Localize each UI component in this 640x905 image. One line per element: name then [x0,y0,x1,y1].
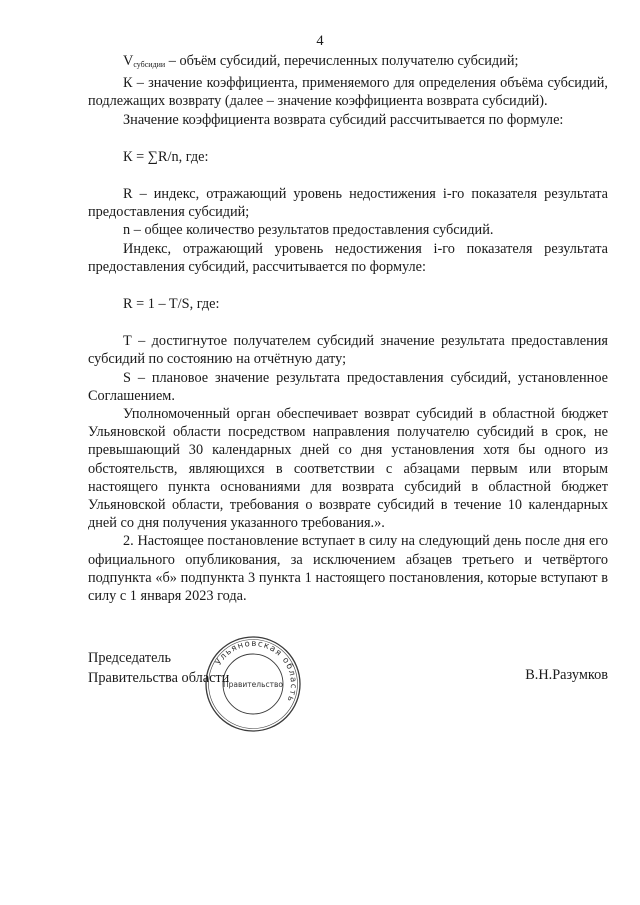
r-formula: R = 1 – T/S, где: [123,296,220,313]
r-definition: R – индекс, отражающий уровень недостижения i-го показателя результата предоставления субсидий; [88,186,608,221]
paragraph-2: 2. Настоящее постановление вступает в силу на следующий день после дня его официального опубликования, за исключением абзацев третьего и четвёртого подпункта «б» подпункта 3 пункта 1 настоящего постановления, которые вступают в силу с 1 января 2023 года. [88,533,608,605]
signatory-name: В.Н.Разумков [525,667,608,683]
page-number: 4 [316,33,324,49]
index-formula-intro: Индекс, отражающий уровень недостижения i-го показателя результата предоставления субсидий, рассчитывается по формуле: [88,240,608,275]
v-symbol: V [123,53,134,69]
k-definition: К – значение коэффициента, применяемого для определения объёма субсидий, подлежащих возврату (далее – значение коэффициента возврата субсидий). [88,75,608,110]
v-definition [88,52,608,74]
n-definition: n – общее количество результатов предоставления субсидий. [123,222,494,239]
signatory-title [88,648,229,688]
signatory-title-line-1: Председатель [88,650,172,666]
document-body [88,52,608,605]
k-formula: К = ∑R/n, где: [123,148,209,165]
v-subscript: субсидии [133,60,166,69]
v-definition-text: – объём субсидий, перечисленных получателю субсидий; [165,53,519,69]
seal-inner-text: Правительство [223,680,283,689]
signatory-title-line-2: Правительства области [88,670,230,686]
authority-paragraph: Уполномоченный орган обеспечивает возврат субсидий в областной бюджет Ульяновской области посредством направления получателю субсидий в срок, не превышающий 30 календарных дней со дня установления хотя бы одного из обстоятельств, являющихся в соответствии с абзацами первым или вторым настоящего пункта основаниями для возврата субсидий в областной бюджет Ульяновской области, требования о возврате субсидий в течение 10 календарных дней со дня получения указанного требования.». [88,406,608,532]
seal-outer-text: Ульяновская область [213,638,299,704]
s-definition: S – плановое значение результата предоставления субсидий, установленное Соглашением. [88,369,608,404]
t-definition: Т – достигнутое получателем субсидий значение результата предоставления субсидий по состоянию на отчётную дату; [88,333,608,368]
k-formula-intro: Значение коэффициента возврата субсидий рассчитывается по формуле: [123,111,564,128]
